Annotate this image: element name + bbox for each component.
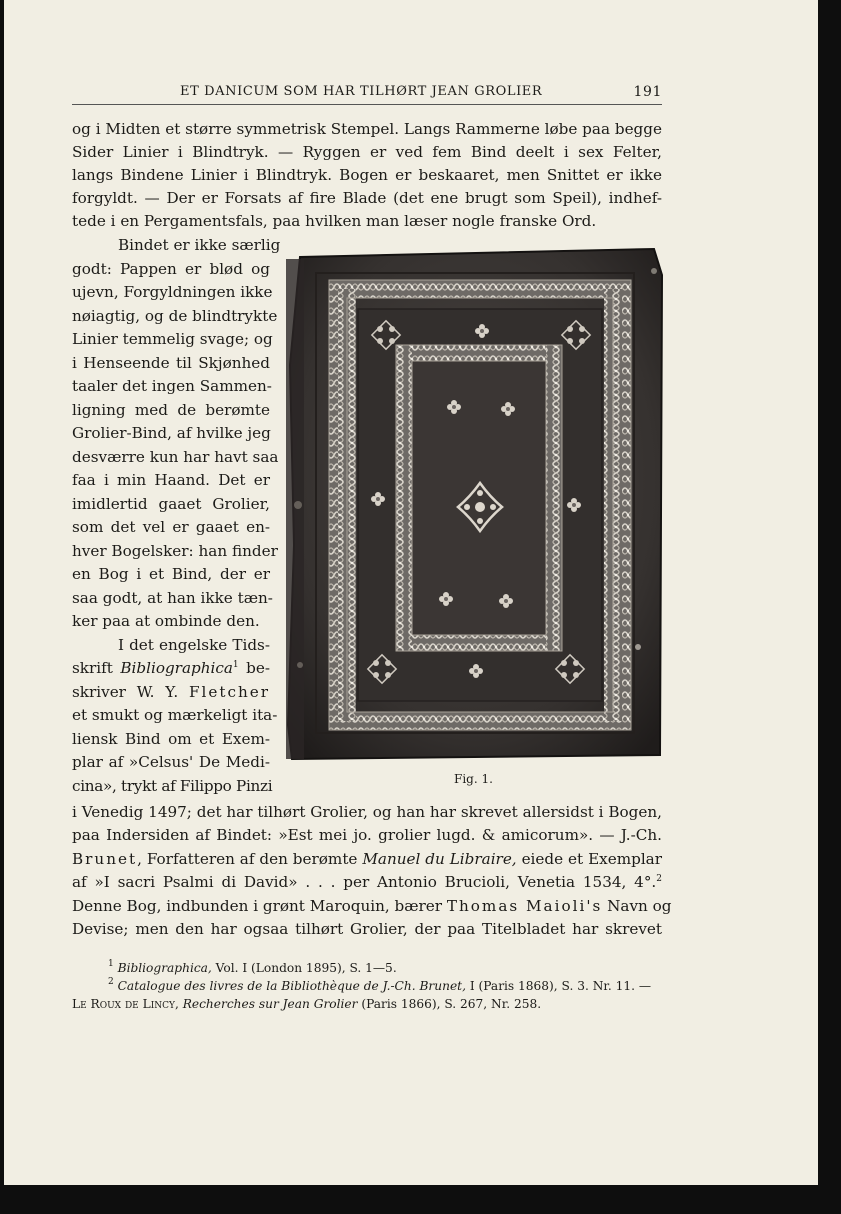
footnote-ref: 1 (232, 660, 239, 670)
text-line: ker paa at ombinde den. (72, 612, 260, 630)
text-line: ujevn, Forgyldningen ikke (72, 283, 273, 301)
footnote-ref: 2 (656, 874, 662, 884)
text-line: godt: Pappen er blød og (72, 259, 270, 278)
text-line: plar af »Celsus' De Medi- (72, 753, 270, 771)
text-line: et smukt og mærkeligt ita- (72, 706, 278, 724)
author-name: Brunet (72, 850, 138, 868)
text-line: tede i en Pergamentsfals, paa hvilken man læser nogle franske Ord. (72, 212, 597, 230)
text-line: taaler det ingen Sammen- (72, 377, 272, 395)
journal-title: Bibliographica (120, 659, 233, 677)
text-line: liensk Bind om et Exem- (72, 729, 270, 748)
text-line: i Henseende til Skjønhed (72, 353, 270, 372)
text-line-psalmi: af »I sacri Psalmi di David» . . . per Antonio Brucioli, Venetia 1534, 4°.$^2$ (72, 873, 662, 891)
text-line: Devise; men den har ogsaa tilhørt Grolier, der paa Titelbladet har skrevet (72, 920, 662, 938)
running-head (72, 84, 662, 105)
text-line-fletcher: skriver W. Y. Fletcher (72, 682, 270, 701)
text-line: Grolier-Bind, af hvilke jeg (72, 424, 271, 442)
text-line: forgyldt. — Der er Forsats af fire Blade (det ene brugt som Speil), indhef- (72, 189, 662, 207)
text-line: og i Midten et større symmetrisk Stempel. Langs Rammerne løbe paa begge (72, 120, 662, 138)
text-line-maioli: Denne Bog, indbunden i grønt Maroquin, bærer Thomas Maioli's Navn og (72, 897, 672, 915)
book-binding-figure (286, 245, 664, 763)
text-line: i Venedig 1497; det har tilhørt Grolier, og han har skrevet allersidst i Bogen, (72, 803, 662, 821)
text-line: cina», trykt af Filippo Pinzi (72, 776, 273, 795)
text-line: faa i min Haand. Det er (72, 471, 270, 489)
text-line: Sider Linier i Blindtryk. — Ryggen er ved fem Bind deelt i sex Felter, (72, 143, 662, 161)
author-name: Fletcher (188, 682, 270, 701)
text-line: imidlertid gaaet Grolier, (72, 494, 270, 513)
text-line-brunet: Brunet, Forfatteren af den berømte Manuel du Libraire, eiede et Exemplar (72, 850, 662, 868)
text-line: som det vel er gaaet en- (72, 518, 270, 536)
text-line: en Bog i et Bind, der er (72, 565, 270, 583)
book-binding-image (286, 245, 664, 763)
book-page (4, 0, 818, 1185)
text-line-bibliographica: skrift Bibliographica$^1$ be- (72, 659, 271, 677)
text-line: Linier temmelig svage; og (72, 330, 273, 348)
text-line: desværre kun har havt saa (72, 447, 279, 466)
footnote-1: $^1$ Bibliographica, Vol. I (London 1895), S. 1—5. (108, 959, 397, 975)
text-line: langs Bindene Linier i Blindtryk. Bogen er beskaaret, men Snittet er ikke (72, 166, 662, 184)
figure-caption: Fig. 1. (454, 772, 493, 786)
text-line: saa godt, at han ikke tæn- (72, 588, 273, 607)
text-line: hver Bogelsker: han finder (72, 541, 278, 560)
book-title: Manuel du Libraire, (362, 850, 517, 868)
text-line: ligning med de berømte (72, 400, 270, 419)
paragraph-start-line: I det engelske Tids- (118, 635, 270, 654)
page-number: 191 (633, 84, 662, 100)
running-head-title: ET DANICUM SOM HAR TILHØRT JEAN GROLIER (180, 84, 543, 99)
text-line: paa Indersiden af Bindet: »Est mei jo. grolier lugd. & amicorum». — J.-Ch. (72, 826, 662, 844)
footnote-2: $^2$ Catalogue des livres de la Bibliothèque de J.-Ch. Brunet, I (Paris 1868), S. 3. Nr. 11. — (108, 977, 652, 993)
text-line: nøiagtig, og de blindtrykte (72, 306, 278, 325)
paragraph-start-line: Bindet er ikke særlig (118, 236, 281, 254)
footnote-2-continued: Le Roux de Lincy, Recherches sur Jean Grolier (Paris 1866), S. 267, Nr. 258. (72, 997, 542, 1011)
person-name: Thomas Maioli's (446, 897, 603, 915)
